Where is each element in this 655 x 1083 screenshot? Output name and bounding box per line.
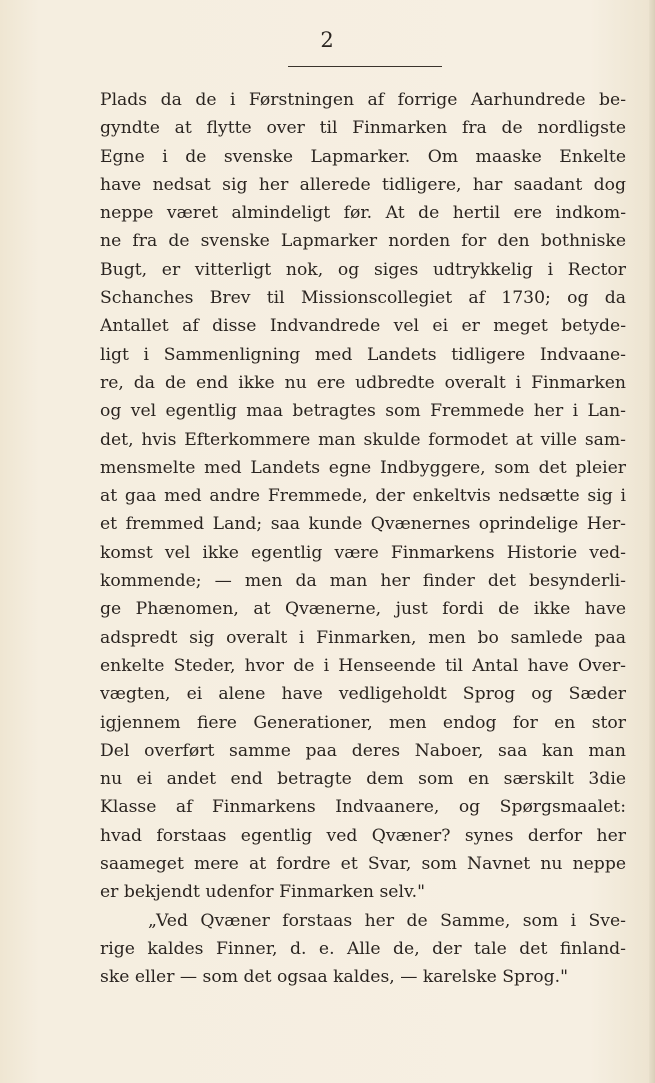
text-line: komst vel ikke egentlig være Finmarkens Historie ved- [100,542,626,563]
text-line: Plads da de i Førstningen af forrige Aarhundrede be- [100,90,626,110]
text-line: rige kaldes Finner, d. e. Alle de, der tale det finland- [100,938,626,959]
text-line: neppe været almindeligt før. At de hertil ere indkom- [100,203,626,224]
text-line: Bugt, er vitterligt nok, og siges udtrykkelig i Rector [100,259,626,280]
text-line: at gaa med andre Fremmede, der enkeltvis nedsætte sig i [100,486,626,507]
text-line: „Ved Qvæner forstaas her de Samme, som i Sve- [148,910,626,931]
text-line: igjennem fiere Generationer, men endog for en stor [100,712,626,733]
text-line: re, da de end ikke nu ere udbredte overalt i Finmarken [100,372,626,393]
text-line: kommende; — men da man her finder det besynderli- [100,571,626,592]
text-line: og vel egentlig maa betragtes som Fremmede her i Lan- [100,401,626,422]
text-line: det, hvis Efterkommere man skulde formodet at ville sam- [100,429,626,450]
text-line: nu ei andet end betragte dem som en særskilt 3die [100,769,626,790]
page-number: 2 [320,28,335,52]
body-text [100,86,626,992]
page-edge [649,0,655,1083]
text-line: vægten, ei alene have vedligeholdt Sprog og Sæder [100,684,626,705]
text-line: hvad forstaas egentlig ved Qvæner? synes derfor her [100,825,626,846]
text-line: gyndte at flytte over til Finmarken fra de nordligste [100,118,626,139]
text-line: ligt i Sammenligning med Landets tidligere Indvaane- [100,344,626,365]
text-line: ne fra de svenske Lapmarker norden for den bothniske [100,231,626,252]
text-line: Egne i de svenske Lapmarker. Om maaske Enkelte [100,146,626,167]
text-line: enkelte Steder, hvor de i Henseende til Antal have Over- [100,655,626,676]
text-line: ske eller — som det ogsaa kaldes, — karelske Sprog." [100,967,568,988]
header-rule [288,66,442,67]
text-line: have nedsat sig her allerede tidligere, har saadant dog [100,174,626,195]
text-line: et fremmed Land; saa kunde Qvænernes oprindelige Her- [100,514,626,535]
text-line: er bekjendt udenfor Finmarken selv." [100,882,425,903]
text-line: adspredt sig overalt i Finmarken, men bo samlede paa [100,627,626,648]
text-line: Klasse af Finmarkens Indvaanere, og Spørgsmaalet: [100,797,626,818]
text-line: Antallet af disse Indvandrede vel ei er meget betyde- [100,316,626,337]
text-line: Schanches Brev til Missionscollegiet af 1730; og da [100,288,626,309]
text-line: saameget mere at fordre et Svar, som Navnet nu neppe [100,854,626,875]
text-line: mensmelte med Landets egne Indbyggere, som det pleier [100,457,626,478]
text-line: Del overført samme paa deres Naboer, saa kan man [100,740,626,761]
text-line: ge Phænomen, at Qvænerne, just fordi de ikke have [100,599,626,620]
